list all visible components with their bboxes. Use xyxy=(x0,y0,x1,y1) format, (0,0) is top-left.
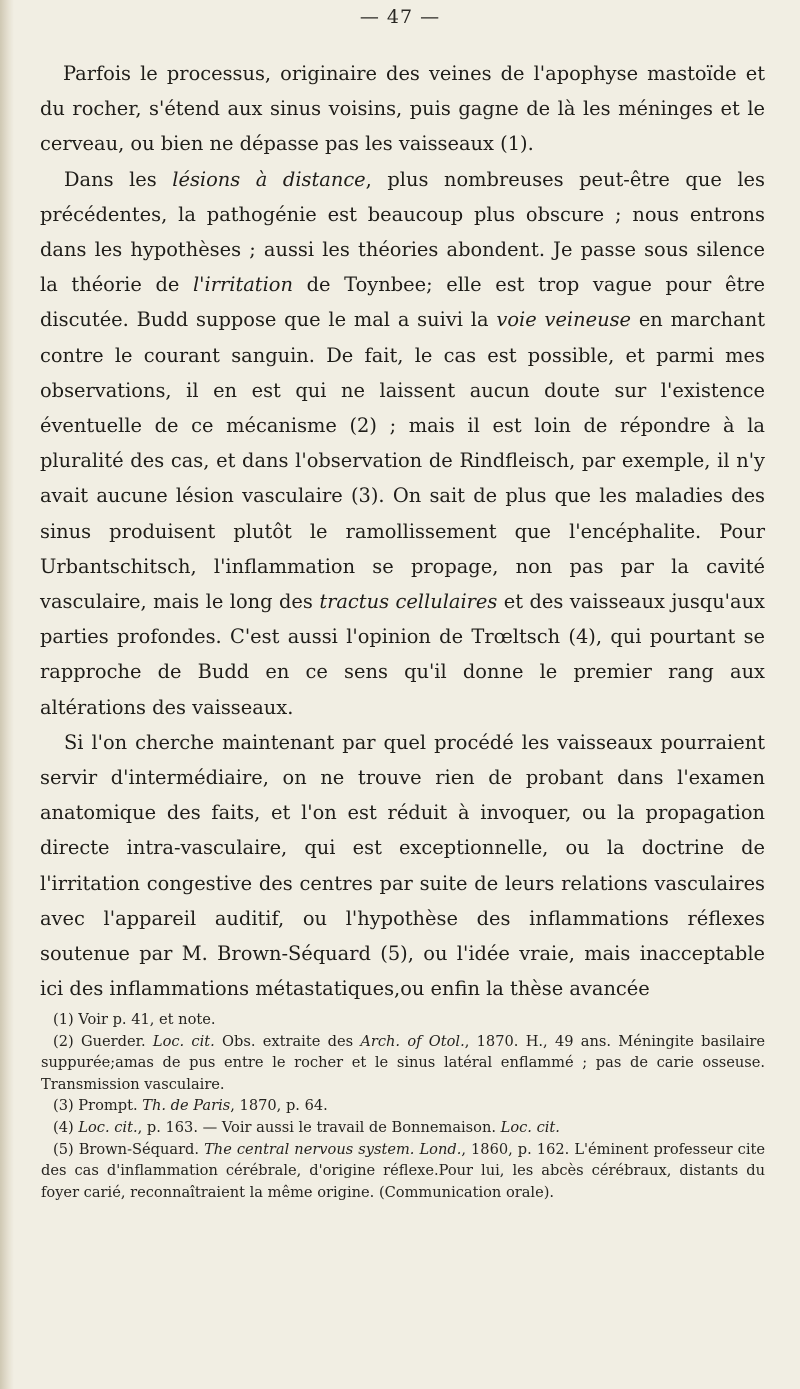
footnote-3-part-a: (3) Prompt. xyxy=(53,1097,143,1115)
emphasis-lesions-a-distance: lésions à distance xyxy=(172,167,366,191)
emphasis-tractus-cellulaires: tractus cellulaires xyxy=(319,590,498,614)
footnote-2-part-a: (2) Guerder. xyxy=(53,1032,153,1050)
main-text xyxy=(40,56,765,1006)
footnote-4-part-b: , p. 163. — Voir aussi le travail de Bonnemaison. xyxy=(137,1118,501,1136)
footnote-2 xyxy=(41,1031,765,1096)
emphasis-irritation: l'irritation xyxy=(192,273,293,297)
footnote-4-loc-cit-2: Loc. cit. xyxy=(500,1118,560,1136)
page-binding-edge xyxy=(0,0,14,1389)
footnote-5-part-a: (5) Brown-Séquard. xyxy=(53,1140,205,1158)
paragraph-1: Parfois le processus, originaire des veines de l'apophyse mastoïde et du rocher, s'étend aux sinus voisins, puis gagne de là les méninges et le cerveau, ou bien ne dépasse pas les vaisseaux (1). xyxy=(40,62,765,156)
footnote-2-part-b: Obs. extraite des xyxy=(214,1032,361,1050)
paragraph-2-part-a: Dans les xyxy=(64,167,173,191)
footnote-2-part-c: , 1870. H., 49 ans. Méningite basilaire suppurée;amas de pus entre le rocher et le sinus latéral enflammé ; pas de carie osseuse. Transmission vasculaire. xyxy=(41,1032,765,1093)
page-number: — 47 — xyxy=(359,6,441,28)
footnote-5-part-b: , 1860, p. 162. L'éminent professeur cite des cas d'inflammation cérébrale, d'origine réflexe.Pour lui, les abcès cérébraux, distants du foyer carié, reconnaîtraient la même origine. (Communication orale). xyxy=(41,1140,765,1201)
paragraph-2 xyxy=(40,162,765,725)
footnote-3 xyxy=(41,1095,765,1117)
footnote-5 xyxy=(41,1139,765,1204)
paragraph-2-part-c: de Toynbee; elle est trop vague pour être discutée. Budd suppose que le mal a suivi la xyxy=(40,273,765,332)
footnote-2-journal: Arch. of Otol. xyxy=(360,1032,465,1050)
paragraph-2-part-b: , plus nombreuses peut-être que les précédentes, la pathogénie est beaucoup plus obscure ; nous entrons dans les hypothèses ; aussi les théories abondent. Je passe sous silence la théorie de xyxy=(40,167,765,297)
paragraph-2-part-e: et des vaisseaux jusqu'aux parties profondes. C'est aussi l'opinion de Trœltsch (4), qui pourtant se rapproche de Budd en ce sens qu'il donne le premier rang aux altérations des vaisseaux. xyxy=(40,590,765,719)
footnote-1: (1) Voir p. 41, et note. xyxy=(53,1011,216,1028)
footnote-4-part-a: (4) xyxy=(53,1118,79,1136)
paragraph-2-part-d: en marchant contre le courant sanguin. De fait, le cas est possible, et parmi mes observations, il en est qui ne laissent aucun doute sur l'existence éventuelle de ce mécanisme (2) ; mais il est loin de répondre à la pluralité des cas, et dans l'observation de Rindfleisch, par exemple, il n'y avait aucune lésion vasculaire (3). On sait de plus que les maladies des sinus produisent plutôt le ramollissement que l'encéphalite. Pour Urbantschitsch, l'inflammation se propage, non pas par la cavité vasculaire, mais le long des xyxy=(40,308,766,614)
emphasis-voie-veineuse: voie veineuse xyxy=(496,308,632,332)
footnote-4 xyxy=(41,1117,765,1139)
footnote-3-part-b: , 1870, p. 64. xyxy=(230,1097,328,1115)
footnote-2-loc-cit: Loc. cit. xyxy=(152,1032,215,1050)
footnote-5-book-title: The central nervous system. Lond. xyxy=(204,1140,462,1158)
footnote-3-thesis: Th. de Paris xyxy=(142,1097,231,1115)
paragraph-3: Si l'on cherche maintenant par quel procédé les vaisseaux pourraient servir d'intermédiaire, on ne trouve rien de probant dans l'examen anatomique des faits, et l'on est réduit à invoquer, ou la propagation directe intra-vasculaire, qui est exceptionnelle, ou la doctrine de l'irritation congestive des centres par suite de leurs relations vasculaires avec l'appareil auditif, ou l'hypothèse des inflammations réflexes soutenue par M. Brown-Séquard (5), ou l'idée vraie, mais inacceptable ici des inflammations métastatiques,ou enfin la thèse avancée xyxy=(40,730,765,1001)
footnote-4-loc-cit: Loc. cit. xyxy=(78,1118,138,1136)
footnotes xyxy=(41,1009,765,1203)
